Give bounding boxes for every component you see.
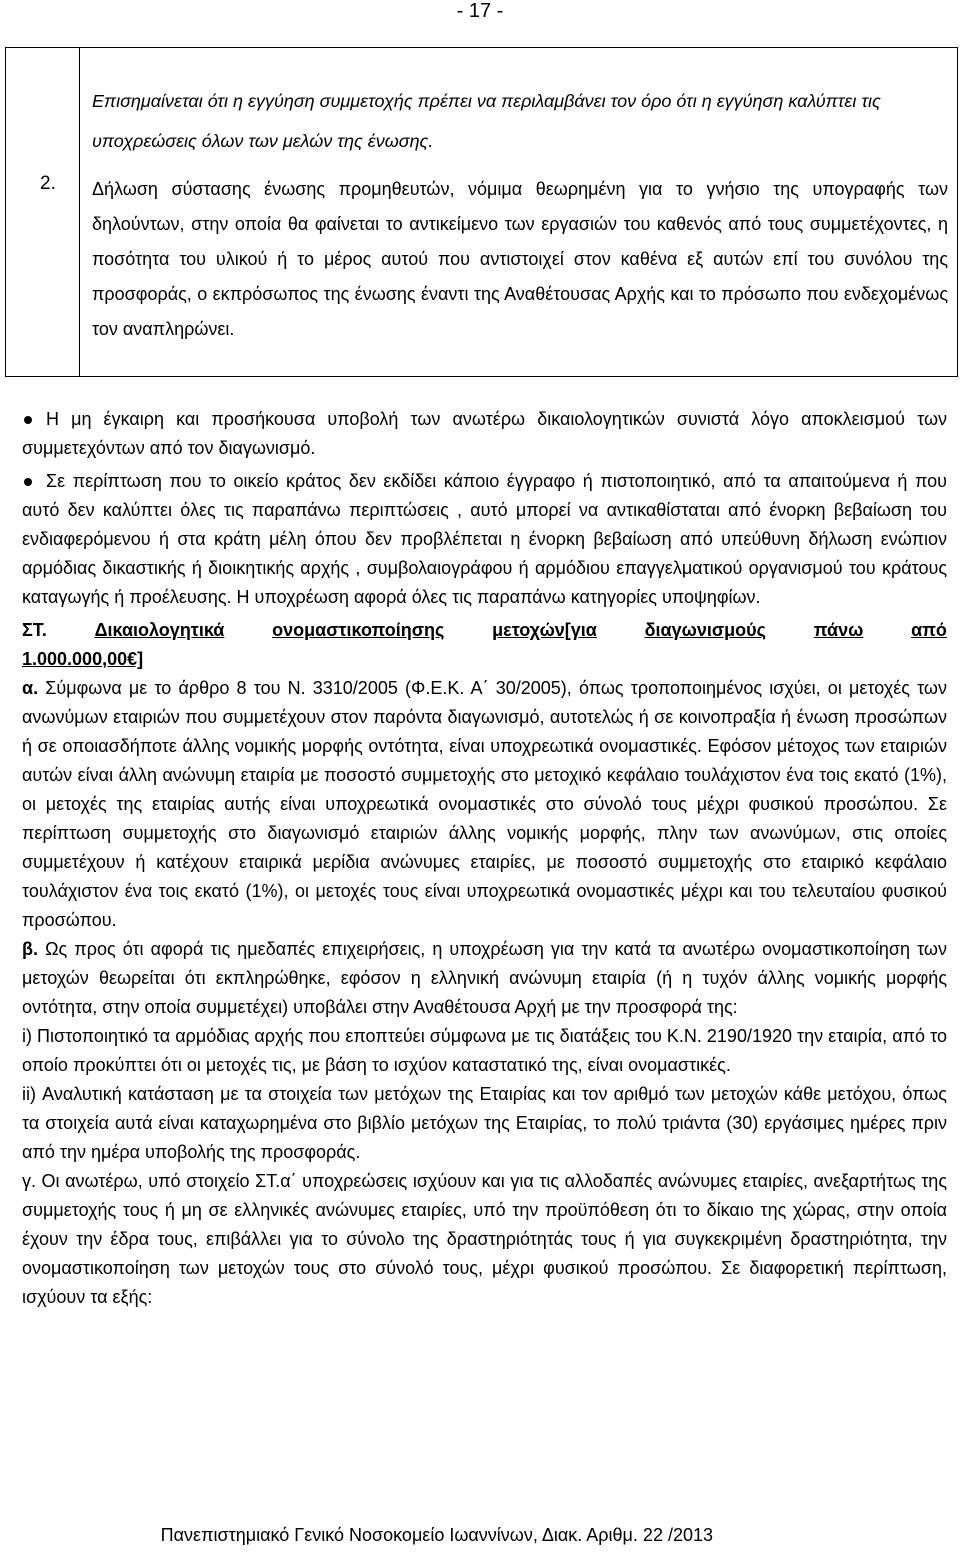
section-title-word: Δικαιολογητικά	[94, 620, 225, 640]
bullet-paragraph-1	[22, 405, 947, 463]
paragraph-a-label: α.	[22, 678, 39, 698]
section-title-word: διαγωνισμούς	[644, 620, 767, 640]
guarantee-note: Επισημαίνεται ότι η εγγύηση συμμετοχής πρέπει να περιλαμβάνει τον όρο ότι η εγγύηση καλύπτει τις υποχρεώσεις όλων των μελών της ένωσης.	[92, 91, 881, 151]
section-title-word: ονομαστικοποίησης	[272, 620, 445, 640]
table-column-divider	[79, 48, 80, 376]
section-title-word: μετοχών[για	[492, 620, 597, 640]
section-label: ΣΤ.	[22, 620, 47, 640]
item-text: Δήλωση σύστασης ένωσης προμηθευτών, νόμιμα θεωρημένη για το γνήσιο της υπογραφής των δηλούντων, στην οποία θα φαίνεται το αντικείμενο των εργασιών του καθενός από τους συμμετέχοντες, η ποσότητα του υλικού ή το μέρος αυτού που αντιστοιχεί στον καθένα εξ αυτών επί του συνόλου της προσφοράς, ο εκπρόσωπος της ένωσης έναντι της Αναθέτουσας Αρχής και το πρόσωπο που ενδεχομένως τον αναπληρώνει.	[92, 179, 948, 339]
paragraph-a	[22, 674, 947, 935]
footer-text: Πανεπιστημιακό Γενικό Νοσοκομείο Ιωαννίνων, Διακ. Αριθμ. 22 /2013	[160, 1525, 713, 1545]
item-number: 2.	[40, 173, 56, 194]
bullet-paragraph-2	[22, 467, 947, 612]
bullet-icon	[24, 416, 32, 424]
paragraph-b-text: Ως προς ότι αφορά τις ημεδαπές επιχειρήσεις, η υποχρέωση για την κατά τα ανωτέρω ονομαστικοποίηση των μετοχών θεωρείται ότι εκπληρώθηκε, εφόσον η ελληνική ανώνυμη εταιρία (ή η τυχόν άλλης νομικής μορφής οντότητα, στην οποία συμμετέχει) υποβάλει στην Αναθέτουσα Αρχή με την προσφορά της:	[22, 939, 947, 1017]
main-content	[22, 405, 947, 1312]
section-title-word: πάνω	[813, 620, 864, 640]
section-heading	[22, 616, 947, 645]
section-title-line-2: 1.000.000,00€]	[22, 649, 144, 669]
section-title-word: από	[911, 620, 947, 640]
paragraph-a-text: Σύμφωνα με το άρθρο 8 του Ν. 3310/2005 (Φ.Ε.Κ. Α΄ 30/2005), όπως τροποποιημένος ισχύει, οι μετοχές των ανωνύμων εταιριών που συμμετέχουν στον παρόντα διαγωνισμό, αυτοτελώς ή σε κοινοπραξία ή ένωση προσώπων ή σε οποιασδήποτε άλλης νομικής μορφής οντότητα, είναι υποχρεωτικά ονομαστικές. Εφόσον μέτοχος των εταιριών αυτών είναι άλλη ανώνυμη εταιρία με ποσοστό συμμετοχής στο μετοχικό κεφάλαιο τουλάχιστον ένα τοις εκατό (1%), οι μετοχές της εταιρίας αυτής είναι υποχρεωτικά ονομαστικές στο σύνολό τους μέχρι φυσικού προσώπου. Σε περίπτωση συμμετοχής στο διαγωνισμό εταιριών άλλης νομικής μορφής, πλην των ανωνύμων, στις οποίες συμμετέχουν ή κατέχουν εταιρικά μερίδια ανώνυμες εταιρίες, με ποσοστό συμμετοχής στο εταιρικό κεφάλαιο τουλάχιστον ένα τοις εκατό (1%), οι μετοχές τους είναι υποχρεωτικά ονομαστικές μέχρι και του τελευταίου φυσικού προσώπου.	[22, 678, 947, 930]
paragraph-b	[22, 935, 947, 1022]
item-i: i) Πιστοποιητικό τα αρμόδιας αρχής που εποπτεύει σύμφωνα με τις διατάξεις του Κ.Ν. 2190/1920 την εταιρία, από το οποίο προκύπτει ότι οι μετοχές τις, με βάση το ισχύον καταστατικό της, είναι ονομαστικές.	[22, 1026, 947, 1075]
bullet-text-2: Σε περίπτωση που το οικείο κράτος δεν εκδίδει κάποιο έγγραφο ή πιστοποιητικό, από τα απαιτούμενα ή που αυτό δεν καλύπτει όλες τις παραπάνω περιπτώσεις , αυτό μπορεί να αντικαθίσταται από ένορκη βεβαίωση του ενδιαφερόμενου ή στα κράτη μέλη όπου δεν προβλέπεται η ένορκη βεβαίωση από υπεύθυνη δήλωση ενώπιον αρμόδιας δικαστικής ή διοικητικής αρχής , συμβολαιογράφου ή αρμόδιου επαγγελματικού οργανισμού του κράτους καταγωγής ή προέλευσης. Η υποχρέωση αφορά όλες τις παραπάνω κατηγορίες υποψηφίων.	[22, 471, 947, 607]
bullet-icon	[24, 478, 32, 486]
page-number: - 17 -	[456, 0, 504, 22]
paragraph-c: γ. Οι ανωτέρω, υπό στοιχείο ΣΤ.α΄ υποχρεώσεις ισχύουν και για τις αλλοδαπές ανώνυμες εταιρίες, ανεξαρτήτως της συμμετοχής τους ή μη σε ελληνικές ανώνυμες εταιρίες, υπό την προϋπόθεση ότι το δίκαιο της χώρας, στην οποία έχουν την έδρα τους, επιβάλλει για το σύνολο της δραστηριότητάς τους ή για συγκεκριμένη δραστηριότητα, την ονομαστικοποίηση των μετοχών τους στο σύνολό τους, μέχρι φυσικού προσώπου. Σε διαφορετική περίπτωση, ισχύουν τα εξής:	[22, 1171, 947, 1307]
paragraph-b-label: β.	[22, 939, 38, 959]
item-ii: ii) Αναλυτική κατάσταση με τα στοιχεία των μετόχων της Εταιρίας και τον αριθμό των μετοχών κάθε μετόχου, όπως τα στοιχεία αυτά είναι καταχωρημένα στο βιβλίο μετόχων της Εταιρίας, το πολύ τριάντα (30) εργάσιμες ημέρες πριν από την ημέρα υποβολής της προσφοράς.	[22, 1084, 947, 1162]
bullet-text-1: Η μη έγκαιρη και προσήκουσα υποβολή των ανωτέρω δικαιολογητικών συνιστά λόγο αποκλεισμού των συμμετεχόντων από τον διαγωνισμό.	[22, 409, 947, 458]
page-footer	[0, 1525, 960, 1545]
